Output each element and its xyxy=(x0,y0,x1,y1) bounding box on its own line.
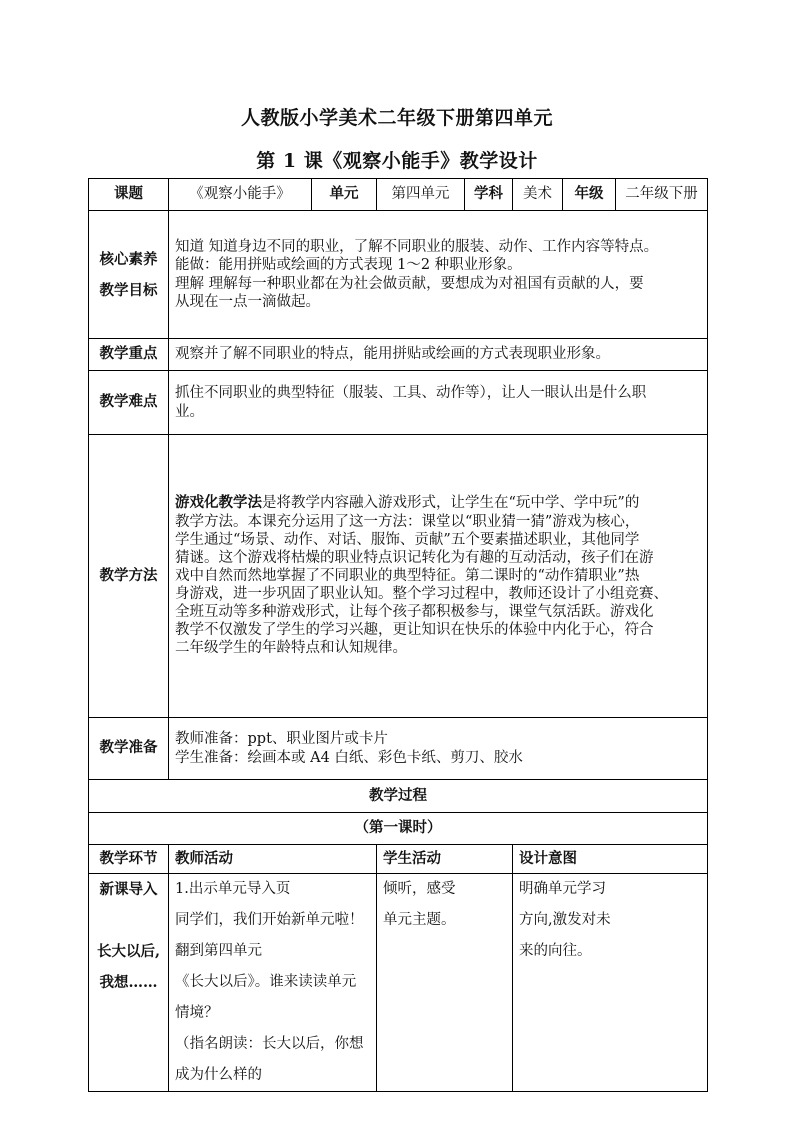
method-lead: 游戏化教学法 xyxy=(175,494,262,512)
intent-cell xyxy=(513,874,708,1092)
teacher-line: 1.出示单元导入页 xyxy=(175,881,291,897)
core-goals-row xyxy=(89,211,708,339)
difficulty-line: 业。 xyxy=(175,403,204,420)
core-goals-label-line2: 教学目标 xyxy=(99,281,158,299)
method-line xyxy=(175,494,701,512)
preparation-row xyxy=(89,718,708,780)
topic-label: 课题 xyxy=(89,179,169,211)
intent-line: 来的向往。 xyxy=(519,943,592,959)
core-goal-line: 知道 知道身边不同的职业，了解不同职业的服装、动作、工作内容等特点。 xyxy=(175,239,659,256)
difficulty-row xyxy=(89,371,708,435)
lesson-plan-table xyxy=(88,178,708,1092)
core-goal-line: 能做：能用拼贴或绘画的方式表现 1～2 种职业形象。 xyxy=(175,257,522,274)
process-row xyxy=(89,874,708,1092)
student-line: 倾听，感受 xyxy=(383,881,456,897)
teacher-activity-cell xyxy=(169,874,377,1092)
teacher-line: （指名朗读：长大以后，你想成为什么样的 xyxy=(175,1036,364,1083)
session-row xyxy=(89,813,708,845)
preparation-content xyxy=(169,718,708,780)
topic-value: 《观察小能手》 xyxy=(169,179,312,211)
col-teacher: 教师活动 xyxy=(169,845,377,874)
method-line: 教学不仅激发了学生的学习兴趣，更让知识在快乐的体验中内化于心，符合 xyxy=(175,622,654,639)
core-goals-label-line1: 核心素养 xyxy=(99,250,158,268)
grade-value: 二年级下册 xyxy=(616,179,708,211)
preparation-line: 教师准备：ppt、职业图片或卡片 xyxy=(175,731,388,748)
intent-line: 明确单元学习 xyxy=(519,881,606,897)
core-goals-label xyxy=(89,211,169,339)
stage-cell xyxy=(89,874,169,1092)
key-point-text: 观察并了解不同职业的特点，能用拼贴或绘画的方式表现职业形象。 xyxy=(169,339,708,371)
method-label: 教学方法 xyxy=(89,435,169,718)
difficulty-label: 教学难点 xyxy=(89,371,169,435)
key-point-label: 教学重点 xyxy=(89,339,169,371)
process-title-row xyxy=(89,780,708,813)
unit-value: 第四单元 xyxy=(377,179,465,211)
student-line: 单元主题。 xyxy=(383,912,456,928)
method-line: 戏中自然而然地掌握了不同职业的典型特征。第二课时的“动作猜职业”热 xyxy=(175,567,640,584)
col-intent: 设计意图 xyxy=(513,845,708,874)
unit-label: 单元 xyxy=(312,179,377,211)
stage-line xyxy=(95,905,162,936)
intent-line: 方向,激发对未 xyxy=(519,912,611,928)
teacher-line: 《长大以后》。谁来读读单元情境？ xyxy=(175,974,357,1021)
difficulty-line: 抓住不同职业的典型特征（服装、工具、动作等），让人一眼认出是什么职 xyxy=(175,385,647,402)
stage-line: 我想…… xyxy=(99,974,158,991)
core-goal-line: 理解 理解每一种职业都在为社会做贡献，要想成为对祖国有贡献的人，要 xyxy=(175,275,644,292)
subject-value: 美术 xyxy=(513,179,563,211)
document-title: 人教版小学美术二年级下册第四单元 xyxy=(240,107,553,129)
method-content xyxy=(169,435,708,718)
info-row xyxy=(89,179,708,211)
method-row xyxy=(89,435,708,718)
method-line: 全班互动等多种游戏形式，让每个孩子都积极参与，课堂气氛活跃。游戏化 xyxy=(175,604,654,621)
method-line-text: 是将教学内容融入游戏形式，让学生在“玩中学、学中玩”的 xyxy=(262,495,640,512)
preparation-line: 学生准备：绘画本或 A4 白纸、彩色卡纸、剪刀、胶水 xyxy=(175,749,523,766)
stage-line: 长大以后, xyxy=(96,943,161,960)
lesson-title: 第 1 课《观察小能手》教学设计 xyxy=(256,150,538,172)
process-title: 教学过程 xyxy=(89,780,708,813)
method-line: 教学方法。本课充分运用了这一方法：课堂以“职业猜一猜”游戏为核心， xyxy=(175,513,640,530)
col-student: 学生活动 xyxy=(377,845,513,874)
student-activity-cell xyxy=(377,874,513,1092)
difficulty-content xyxy=(169,371,708,435)
method-line: 身游戏，进一步巩固了职业认知。整个学习过程中，教师还设计了小组竞赛、 xyxy=(175,586,668,603)
key-point-row xyxy=(89,339,708,371)
core-goal-line: 从现在一点一滴做起。 xyxy=(175,293,320,310)
subject-label: 学科 xyxy=(465,179,513,211)
method-line: 学生通过“场景、动作、对话、服饰、贡献”五个要素描述职业，其他同学 xyxy=(175,531,640,548)
grade-label: 年级 xyxy=(563,179,616,211)
method-line: 猜谜。这个游戏将枯燥的职业特点识记转化为有趣的互动活动，孩子们在游 xyxy=(175,549,654,566)
stage-line: 新课导入 xyxy=(99,881,158,898)
teacher-line: 同学们，我们开始新单元啦！翻到第四单元 xyxy=(175,912,364,959)
col-stage: 教学环节 xyxy=(89,845,169,874)
process-header-row xyxy=(89,845,708,874)
core-goals-content xyxy=(169,211,708,339)
method-line: 二年级学生的年龄特点和认知规律。 xyxy=(175,640,407,657)
session-title: （第一课时） xyxy=(89,813,708,845)
preparation-label: 教学准备 xyxy=(89,718,169,780)
